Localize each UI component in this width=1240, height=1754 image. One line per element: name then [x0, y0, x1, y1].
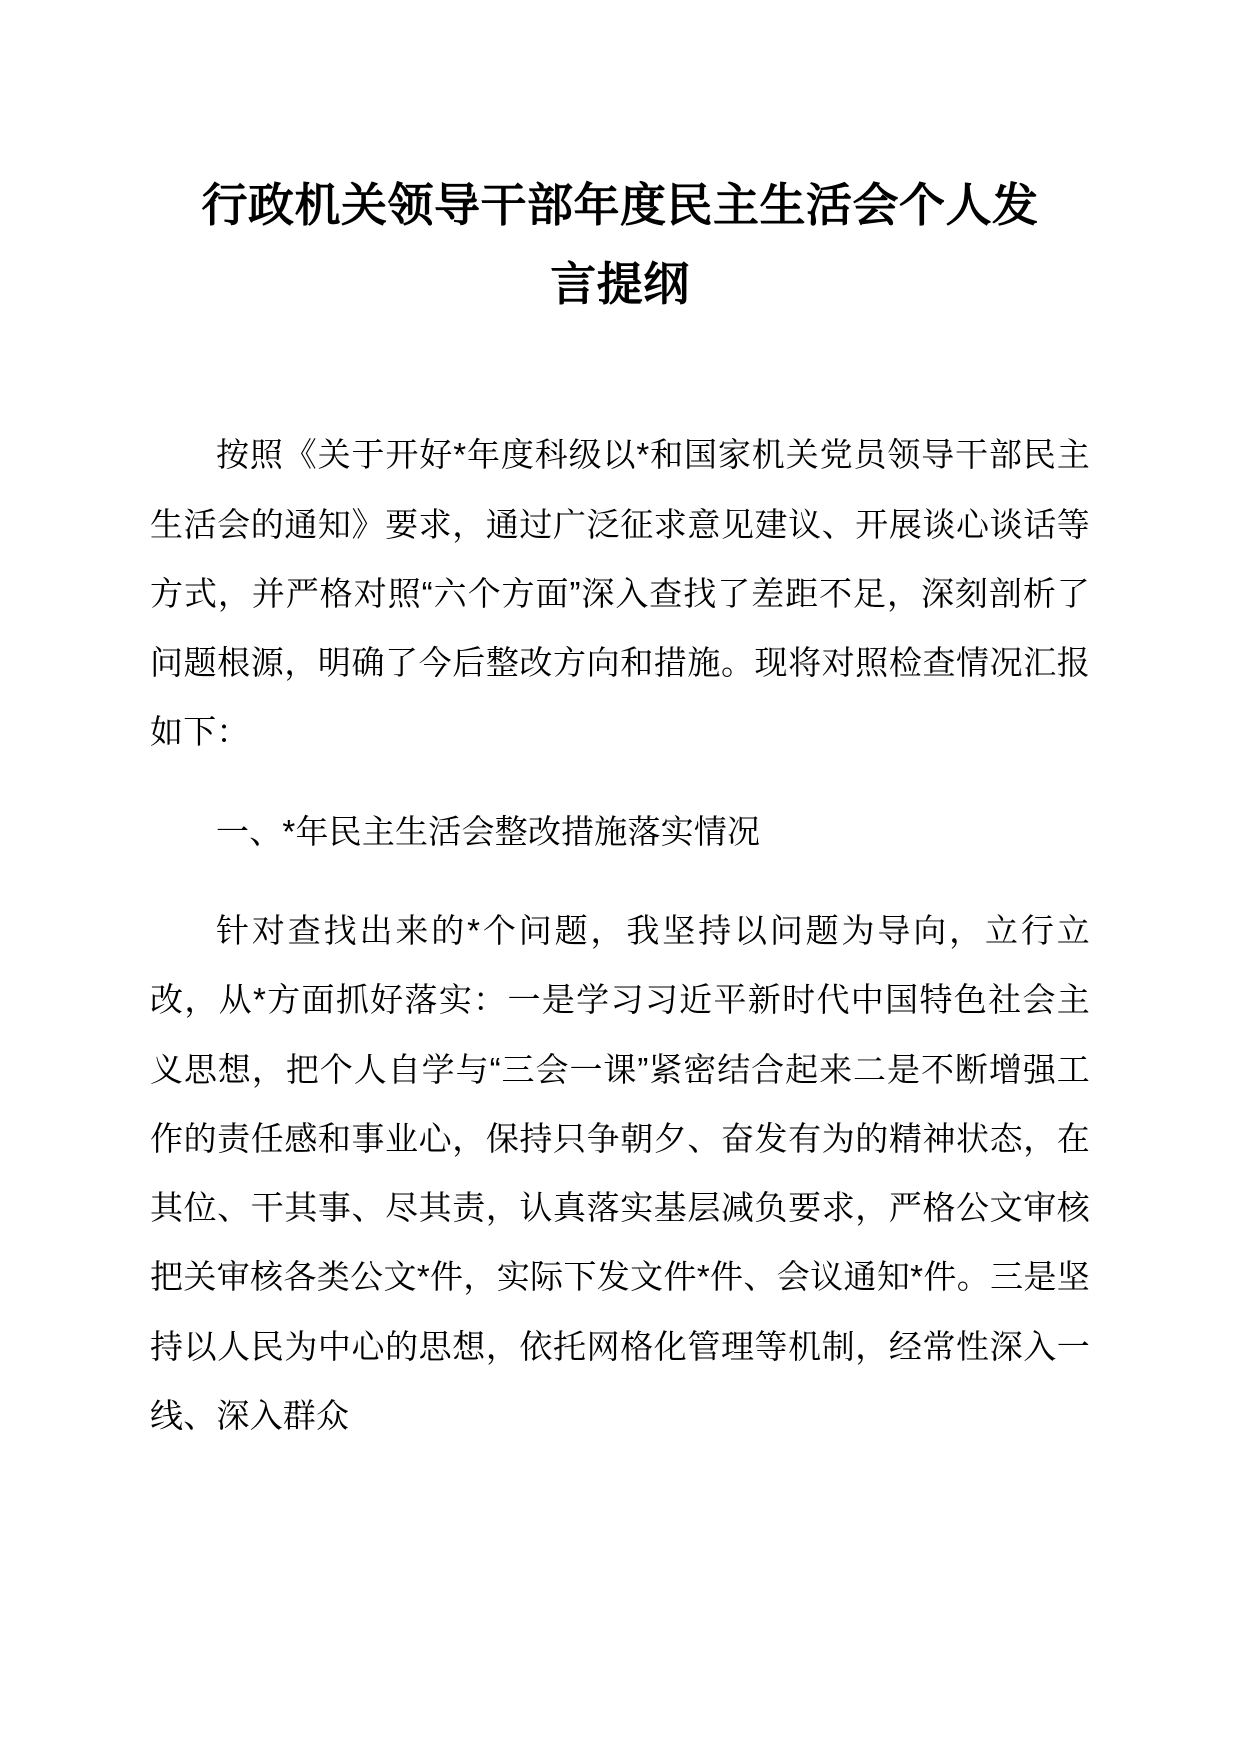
document-body [150, 324, 1090, 1450]
page-content [150, 0, 1090, 1450]
section-heading-one: 一、*年民主生活会整改措施落实情况 [216, 812, 761, 850]
page-title-line-1: 行政机关领导干部年度民主生活会个人发 [201, 179, 1039, 231]
page-title-line-2: 言提纲 [550, 258, 690, 311]
paragraph-section-one-body: 针对查找出来的*个问题，我坚持以问题为导向，立行立改，从*方面抓好落实：一是学习习近平新时代中国特色社会主义思想，把个人自学与“三会一课”紧密结合起来二是不断增强工作的责任感和事业心，保持只争朝夕、奋发有为的精神状态，在其位、干其事、尽其责，认真落实基层减负要求，严格公文审核把关审核各类公文*件，实际下发文件*件、会议通知*件。三是坚持以人民为中心的思想，依托网格化管理等机制，经常性深入一线、深入群众 [150, 912, 1090, 1435]
page-title [150, 0, 1090, 324]
paragraph-intro: 按照《关于开好*年度科级以*和国家机关党员领导干部民主生活会的通知》要求，通过广泛征求意见建议、开展谈心谈话等方式，并严格对照“六个方面”深入查找了差距不足，深刻剖析了问题根源，明确了今后整改方向和措施。现将对照检查情况汇报如下： [150, 436, 1090, 751]
